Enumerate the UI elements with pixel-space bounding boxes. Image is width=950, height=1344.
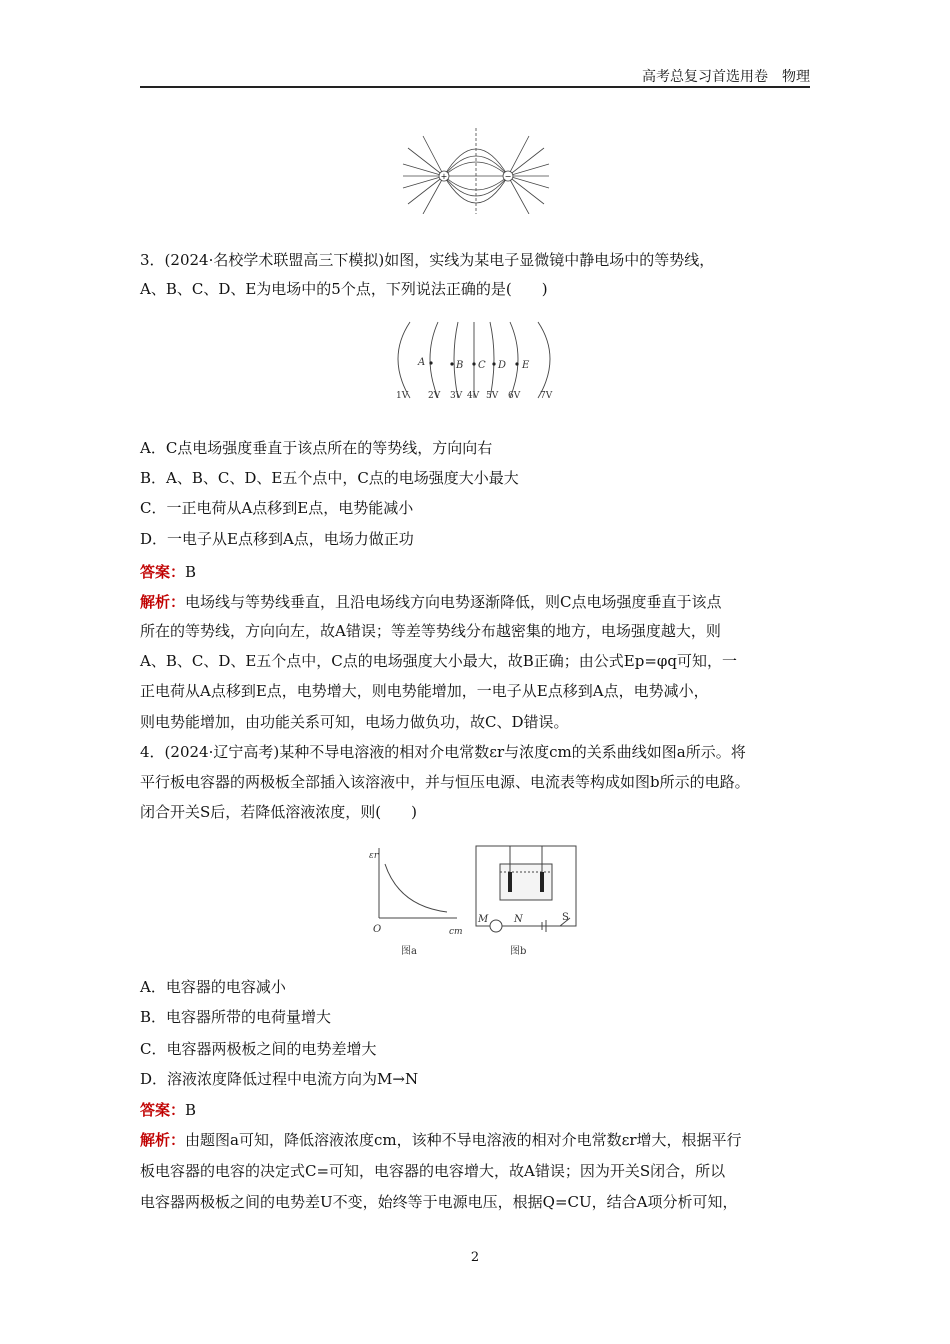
q3-analysis-4: 正电荷从A点移到E点，电势增大，则电势能增加，一电子从E点移到A点，电势减小，	[140, 682, 709, 700]
q4-analysis-label: 解析：	[140, 1131, 186, 1149]
fig-volt-3: 3V	[450, 391, 463, 401]
q3-option-c: C．一正电荷从A点移到E点，电势能减小	[140, 499, 414, 517]
q3-analysis-label: 解析：	[140, 593, 186, 611]
fig-point-e: E	[522, 360, 530, 371]
q4-option-c: C．电容器两极板之间的电势差增大	[140, 1040, 377, 1058]
q4-analysis-3: 电容器两极板之间的电势差U不变，始终等于电源电压，根据Q=CU，结合A项分析可知，	[140, 1193, 738, 1211]
fig-b-m: M	[478, 914, 489, 925]
fig-volt-7: 7V	[540, 391, 553, 401]
q4-option-b: B．电容器所带的电荷量增大	[140, 1008, 332, 1026]
q3-option-a: A．C点电场强度垂直于该点所在的等势线，方向向右	[140, 439, 493, 457]
fig-b-n: N	[514, 914, 523, 925]
q3-stem-2: A、B、C、D、E为电场中的5个点，下列说法正确的是( )	[140, 280, 548, 298]
fig-a-ylabel: εr	[369, 851, 379, 861]
q4-option-d: D．溶液浓度降低过程中电流方向为M→N	[140, 1070, 419, 1088]
header-title: 高考总复习首选用卷 物理	[642, 69, 810, 85]
figure-b-circuit	[470, 842, 582, 960]
q4-answer-label: 答案：	[140, 1101, 186, 1119]
q4-stem-2: 平行板电容器的两极板全部插入该溶液中，并与恒压电源、电流表等构成如图b所示的电路。	[140, 773, 750, 791]
q3-stem-1: 3．(2024·名校学术联盟高三下模拟)如图，实线为某电子显微镜中静电场中的等势线，	[140, 251, 715, 269]
q3-option-d: D．一电子从E点移到A点，电场力做正功	[140, 530, 414, 548]
figure-field-lines	[398, 128, 554, 214]
svg-text:−: −	[504, 172, 512, 181]
fig-point-c: C	[478, 360, 486, 371]
fig-volt-1: 1V	[396, 391, 409, 401]
figure-equipotential-lines	[392, 318, 562, 414]
q4-answer	[140, 1099, 196, 1121]
fig-a-xlabel: cm	[449, 927, 463, 937]
q4-analysis-text-1: 由题图a可知，降低溶液浓度cm，该种不导电溶液的相对介电常数εr增大，根据平行	[185, 1131, 742, 1149]
fig-a-origin: O	[373, 924, 382, 935]
fig-volt-6: 6V	[508, 391, 521, 401]
fig-point-a: A	[418, 357, 426, 368]
q3-answer-value: B	[185, 563, 197, 581]
q4-analysis-2: 板电容器的电容的决定式C=可知，电容器的电容增大，故A错误；因为开关S闭合，所以	[140, 1162, 726, 1180]
fig-point-d: D	[498, 360, 507, 371]
svg-text:+: +	[440, 172, 448, 181]
figure-a-curve	[365, 842, 465, 960]
q3-answer	[140, 561, 196, 583]
fig-point-b: B	[456, 360, 464, 371]
fig-volt-2: 2V	[428, 391, 441, 401]
q4-stem-1: 4．(2024·辽宁高考)某种不导电溶液的相对介电常数εr与浓度cm的关系曲线如图a所示。将	[140, 743, 746, 761]
q4-stem-3: 闭合开关S后，若降低溶液浓度，则( )	[140, 803, 417, 821]
page-header	[140, 66, 810, 88]
q3-analysis-2: 所在的等势线，方向向左，故A错误；等差等势线分布越密集的地方，电场强度越大，则	[140, 622, 721, 640]
page-number: 2	[470, 1250, 480, 1265]
q3-analysis-1	[140, 591, 722, 613]
fig-a-caption: 图a	[401, 946, 417, 957]
q3-answer-label: 答案：	[140, 563, 186, 581]
q4-analysis-1	[140, 1129, 742, 1151]
q3-analysis-text-1: 电场线与等势线垂直，且沿电场线方向电势逐渐降低，则C点电场强度垂直于该点	[185, 593, 722, 611]
fig-volt-5: 5V	[486, 391, 499, 401]
q4-option-a: A．电容器的电容减小	[140, 978, 286, 996]
q3-analysis-3: A、B、C、D、E五个点中，C点的电场强度大小最大，故B正确；由公式Ep=φq可知，一	[140, 652, 738, 670]
q3-option-b: B．A、B、C、D、E五个点中，C点的电场强度大小最大	[140, 469, 519, 487]
fig-b-caption: 图b	[510, 946, 527, 957]
fig-b-s: S	[562, 912, 569, 923]
q4-answer-value: B	[185, 1101, 197, 1119]
fig-volt-4: 4V	[467, 391, 480, 401]
q3-analysis-5: 则电势能增加，由功能关系可知，电场力做负功，故C、D错误。	[140, 713, 569, 731]
